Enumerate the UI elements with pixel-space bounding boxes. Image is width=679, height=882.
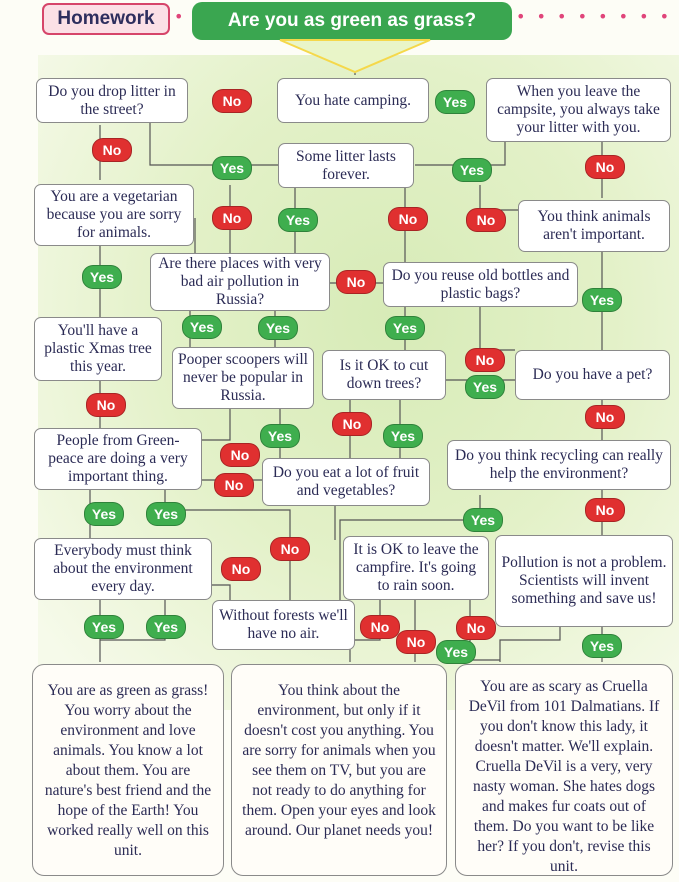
no-badge: No: [92, 138, 132, 162]
yes-badge: Yes: [82, 265, 122, 289]
question-litter-forever: Some litter lasts forever.: [278, 143, 414, 188]
yes-badge: Yes: [278, 208, 318, 232]
quiz-title: Are you as green as grass?: [192, 2, 512, 40]
yes-badge: Yes: [463, 508, 503, 532]
yes-badge: Yes: [258, 316, 298, 340]
question-fruit: Do you eat a lot of fruit and vegetables?: [262, 458, 430, 506]
yes-badge: Yes: [582, 288, 622, 312]
yes-badge: Yes: [84, 502, 124, 526]
yes-badge: Yes: [146, 502, 186, 526]
no-badge: No: [465, 348, 505, 372]
yes-badge: Yes: [465, 375, 505, 399]
no-badge: No: [86, 393, 126, 417]
question-recycling: Do you think recycling can really help the environment?: [447, 440, 671, 490]
yes-badge: Yes: [146, 615, 186, 639]
result-middle: You think about the environment, but only if it doesn't cost you anything. You are sorry for animals when you see them on TV, but you are not ready to do anything for them. Open your eyes and look around. Our planet needs you!: [231, 664, 447, 876]
dots-divider-right: • • • • • • • •: [516, 7, 673, 26]
yes-badge: Yes: [260, 424, 300, 448]
yes-badge: Yes: [436, 640, 476, 664]
question-reuse: Do you reuse old bottles and plastic bags?: [383, 262, 578, 307]
question-litter-street: Do you drop litter in the street?: [36, 78, 188, 123]
no-badge: No: [388, 207, 428, 231]
question-forests: Without forests we'll have no air.: [212, 600, 355, 650]
start-arrow: [270, 36, 440, 76]
yes-badge: Yes: [582, 634, 622, 658]
no-badge: No: [396, 630, 436, 654]
result-scary: You are as scary as Cruella DeVil from 101 Dalmatians. If you don't know this lady, it doesn't matter. We'll explain. Cruella DeVil is a very, very nasty woman. She hates dogs and makes fur coats out of them. Do you want to be like her? If you don't, revise this unit.: [455, 664, 673, 876]
no-badge: No: [270, 537, 310, 561]
no-badge: No: [456, 616, 496, 640]
question-vegetarian: You are a vegetarian because you are sorry for animals.: [34, 184, 194, 246]
question-animals-important: You think animals aren't important.: [518, 200, 670, 252]
yes-badge: Yes: [84, 615, 124, 639]
no-badge: No: [585, 405, 625, 429]
result-green: You are as green as grass! You worry about the environment and love animals. You know a lot about them. You are nature's best friend and the hope of the Earth! You worked really well on this unit.: [32, 664, 224, 876]
no-badge: No: [336, 270, 376, 294]
question-everybody: Everybody must think about the environment every day.: [34, 538, 212, 600]
dots-divider-left: •: [174, 7, 187, 26]
question-pollution: Pollution is not a problem. Scientists will invent something and save us!: [495, 535, 673, 627]
no-badge: No: [360, 615, 400, 639]
yes-badge: Yes: [385, 316, 425, 340]
yes-badge: Yes: [383, 424, 423, 448]
no-badge: No: [466, 208, 506, 232]
no-badge: No: [212, 89, 252, 113]
no-badge: No: [585, 498, 625, 522]
no-badge: No: [212, 206, 252, 230]
yes-badge: Yes: [182, 315, 222, 339]
no-badge: No: [332, 412, 372, 436]
no-badge: No: [220, 443, 260, 467]
question-greenpeace: People from Green-peace are doing a very important thing.: [34, 428, 202, 490]
yes-badge: Yes: [212, 156, 252, 180]
question-camping: You hate camping.: [277, 78, 429, 123]
question-pooper: Pooper scoopers will never be popular in Russia.: [172, 347, 314, 409]
question-campfire: It is OK to leave the campfire. It's going to rain soon.: [343, 536, 489, 600]
homework-tab: Homework: [42, 3, 170, 35]
question-pet: Do you have a pet?: [515, 350, 670, 400]
yes-badge: Yes: [452, 158, 492, 182]
yes-badge: Yes: [435, 90, 475, 114]
question-cut-trees: Is it OK to cut down trees?: [322, 350, 446, 400]
no-badge: No: [585, 155, 625, 179]
question-campsite: When you leave the campsite, you always take your litter with you.: [486, 78, 671, 142]
no-badge: No: [214, 473, 254, 497]
question-xmas-tree: You'll have a plastic Xmas tree this year.: [34, 317, 162, 381]
question-air-pollution: Are there places with very bad air pollution in Russia?: [150, 253, 330, 311]
no-badge: No: [221, 557, 261, 581]
